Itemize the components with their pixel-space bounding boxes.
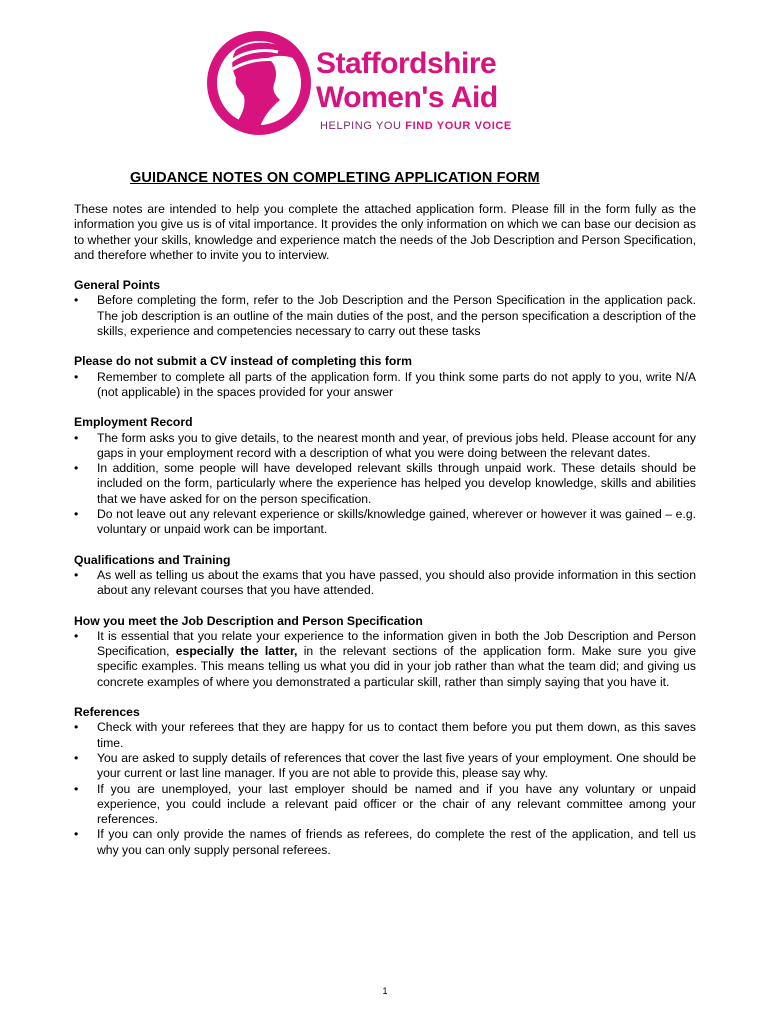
- intro-paragraph: These notes are intended to help you complete the attached application form. Please fill in the form fully as the information you give us is of vital importance. It provides the only information on which we can base our decision as to whether your skills, knowledge and experience match the needs of the Job Description and Person Specification, and therefore whether to invite you to interview.: [74, 202, 696, 262]
- list-item: • As well as telling us about the exams that you have passed, you should also provide information in this section about any relevant courses that you have attended.: [74, 568, 696, 599]
- list-item: • Do not leave out any relevant experience or skills/knowledge gained, wherever or however it was gained – e.g. voluntary or unpaid work can be important.: [74, 507, 696, 538]
- section-employment-record: [74, 415, 696, 537]
- item-text-after: in the relevant sections of the application form. Make sure you give specific examples. This means telling us what you did in your job rather than what the team did; and giving us concrete examples of where you demonstrated a particular skill, rather than simply saying that you have it.: [97, 644, 696, 689]
- section-heading: How you meet the Job Description and Person Specification: [74, 613, 423, 628]
- list-item: • Check with your referees that they are happy for us to contact them before you put them down, as this saves time.: [74, 720, 696, 751]
- logo-name-line2: Women's Aid: [316, 81, 498, 114]
- tagline-plain: HELPING YOU: [320, 120, 402, 132]
- page-title: GUIDANCE NOTES ON COMPLETING APPLICATION FORM: [130, 170, 540, 186]
- section-references: [74, 705, 696, 858]
- section-heading: Please do not submit a CV instead of completing this form: [74, 354, 412, 369]
- logo-name-line1: Staffordshire: [316, 47, 497, 80]
- section-job-description: [74, 614, 696, 690]
- logo-tagline: [320, 120, 512, 132]
- organisation-logo: [206, 30, 556, 140]
- section-heading: References: [74, 705, 140, 720]
- list-item: • Before completing the form, refer to the Job Description and the Person Specification in the application pack. The job description is an outline of the main duties of the post, and the person specification a description of the skills, experience and competencies necessary to carry out these tasks: [74, 293, 696, 339]
- item-text-before: It is essential that you relate your experience to the information given in both the Job Description and Person Specification,: [97, 628, 696, 659]
- page-number: 1: [382, 986, 388, 996]
- section-general-points: [74, 278, 696, 339]
- list-item: • The form asks you to give details, to the nearest month and year, of previous jobs held. Please account for any gaps in your employment record with a description of what you were doing between the relevant dates.: [74, 431, 696, 462]
- item-text-emphasis: especially the latter,: [175, 644, 298, 659]
- list-item: • Remember to complete all parts of the application form. If you think some parts do not apply to you, write N/A (not applicable) in the spaces provided for your answer: [74, 370, 696, 401]
- section-no-cv: [74, 354, 696, 400]
- section-heading: General Points: [74, 278, 161, 293]
- list-item: • If you can only provide the names of friends as referees, do complete the rest of the application, and tell us why you can only supply personal referees.: [74, 827, 696, 858]
- list-item: [74, 629, 696, 690]
- list-item: • You are asked to supply details of references that cover the last five years of your employment. One should be your current or last line manager. If you are not able to provide this, please say why.: [74, 751, 696, 782]
- list-item: • In addition, some people will have developed relevant skills through unpaid work. These details should be included on the form, particularly where the experience has helped you develop knowledge, skills and abilities that we have asked for on the person specification.: [74, 461, 696, 507]
- tagline-bold: FIND YOUR VOICE: [405, 120, 512, 132]
- section-qualifications: [74, 553, 696, 599]
- woman-silhouette-icon: [206, 30, 312, 136]
- section-heading: Qualifications and Training: [74, 552, 231, 567]
- list-item: • If you are unemployed, your last employer should be named and if you have any voluntary or unpaid experience, you could include a relevant paid officer or the chair of any relevant committee among your references.: [74, 782, 696, 828]
- section-heading: Employment Record: [74, 415, 193, 430]
- document-body: [74, 170, 696, 873]
